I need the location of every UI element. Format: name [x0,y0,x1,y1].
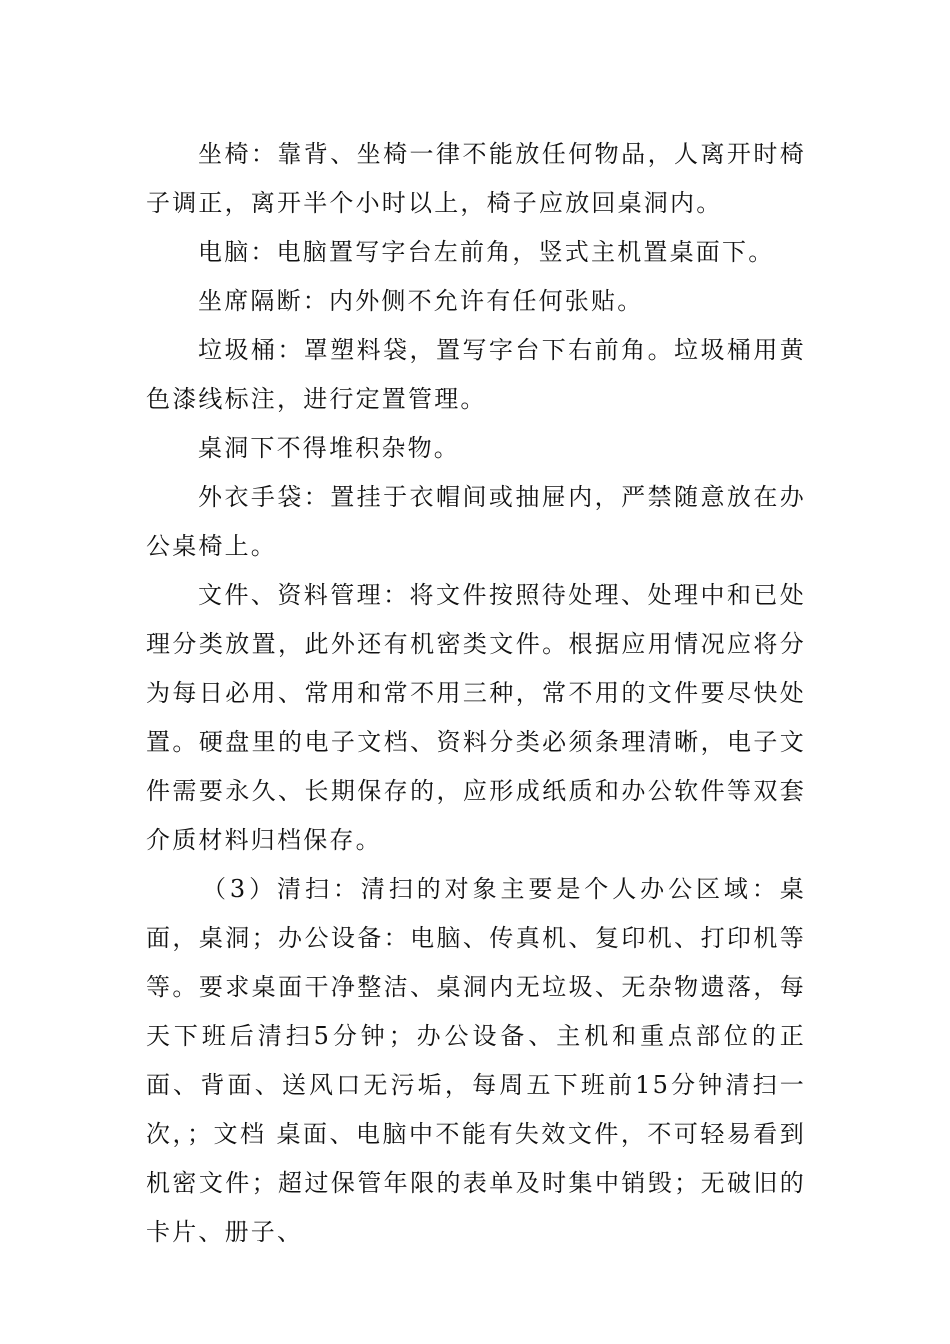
paragraph-under-desk: 桌洞下不得堆积杂物。 [198,434,460,462]
paragraph-cleaning: （3）清扫：清扫的对象主要是个人办公区域：桌面，桌洞；办公设备：电脑、传真机、复印机、打印机等等。要求桌面干净整洁、桌洞内无垃圾、无杂物遗落，每天下班后清扫5分钟；办公设备、主机和重点部位的正面、背面、送风口无污垢，每周五下班前15分钟清扫一次，；文档 桌面、电脑中不能有失效文件，不可轻易看到机密文件；超过保管年限的表单及时集中销毁；无破旧的卡片、册子、 [146,875,806,1246]
paragraph-computer: 电脑：电脑置写字台左前角，竖式主机置桌面下。 [198,238,775,266]
paragraph-trash-bin: 垃圾桶：罩塑料袋，置写字台下右前角。垃圾桶用黄色漆线标注，进行定置管理。 [146,336,806,413]
paragraph-file-management: 文件、资料管理：将文件按照待处理、处理中和已处理分类放置，此外还有机密类文件。根据应用情况应将分为每日必用、常用和常不用三种，常不用的文件要尽快处置。硬盘里的电子文档、资料分类必须条理清晰，电子文件需要永久、长期保存的，应形成纸质和办公软件等双套介质材料归档保存。 [146,581,806,854]
document-body [146,130,806,1257]
paragraph-coat-bag: 外衣手袋：置挂于衣帽间或抽屉内，严禁随意放在办公桌椅上。 [146,483,806,560]
paragraph-partition: 坐席隔断：内外侧不允许有任何张贴。 [198,287,644,315]
paragraph-chair: 坐椅：靠背、坐椅一律不能放任何物品，人离开时椅子调正，离开半个小时以上，椅子应放回桌洞内。 [146,140,806,217]
